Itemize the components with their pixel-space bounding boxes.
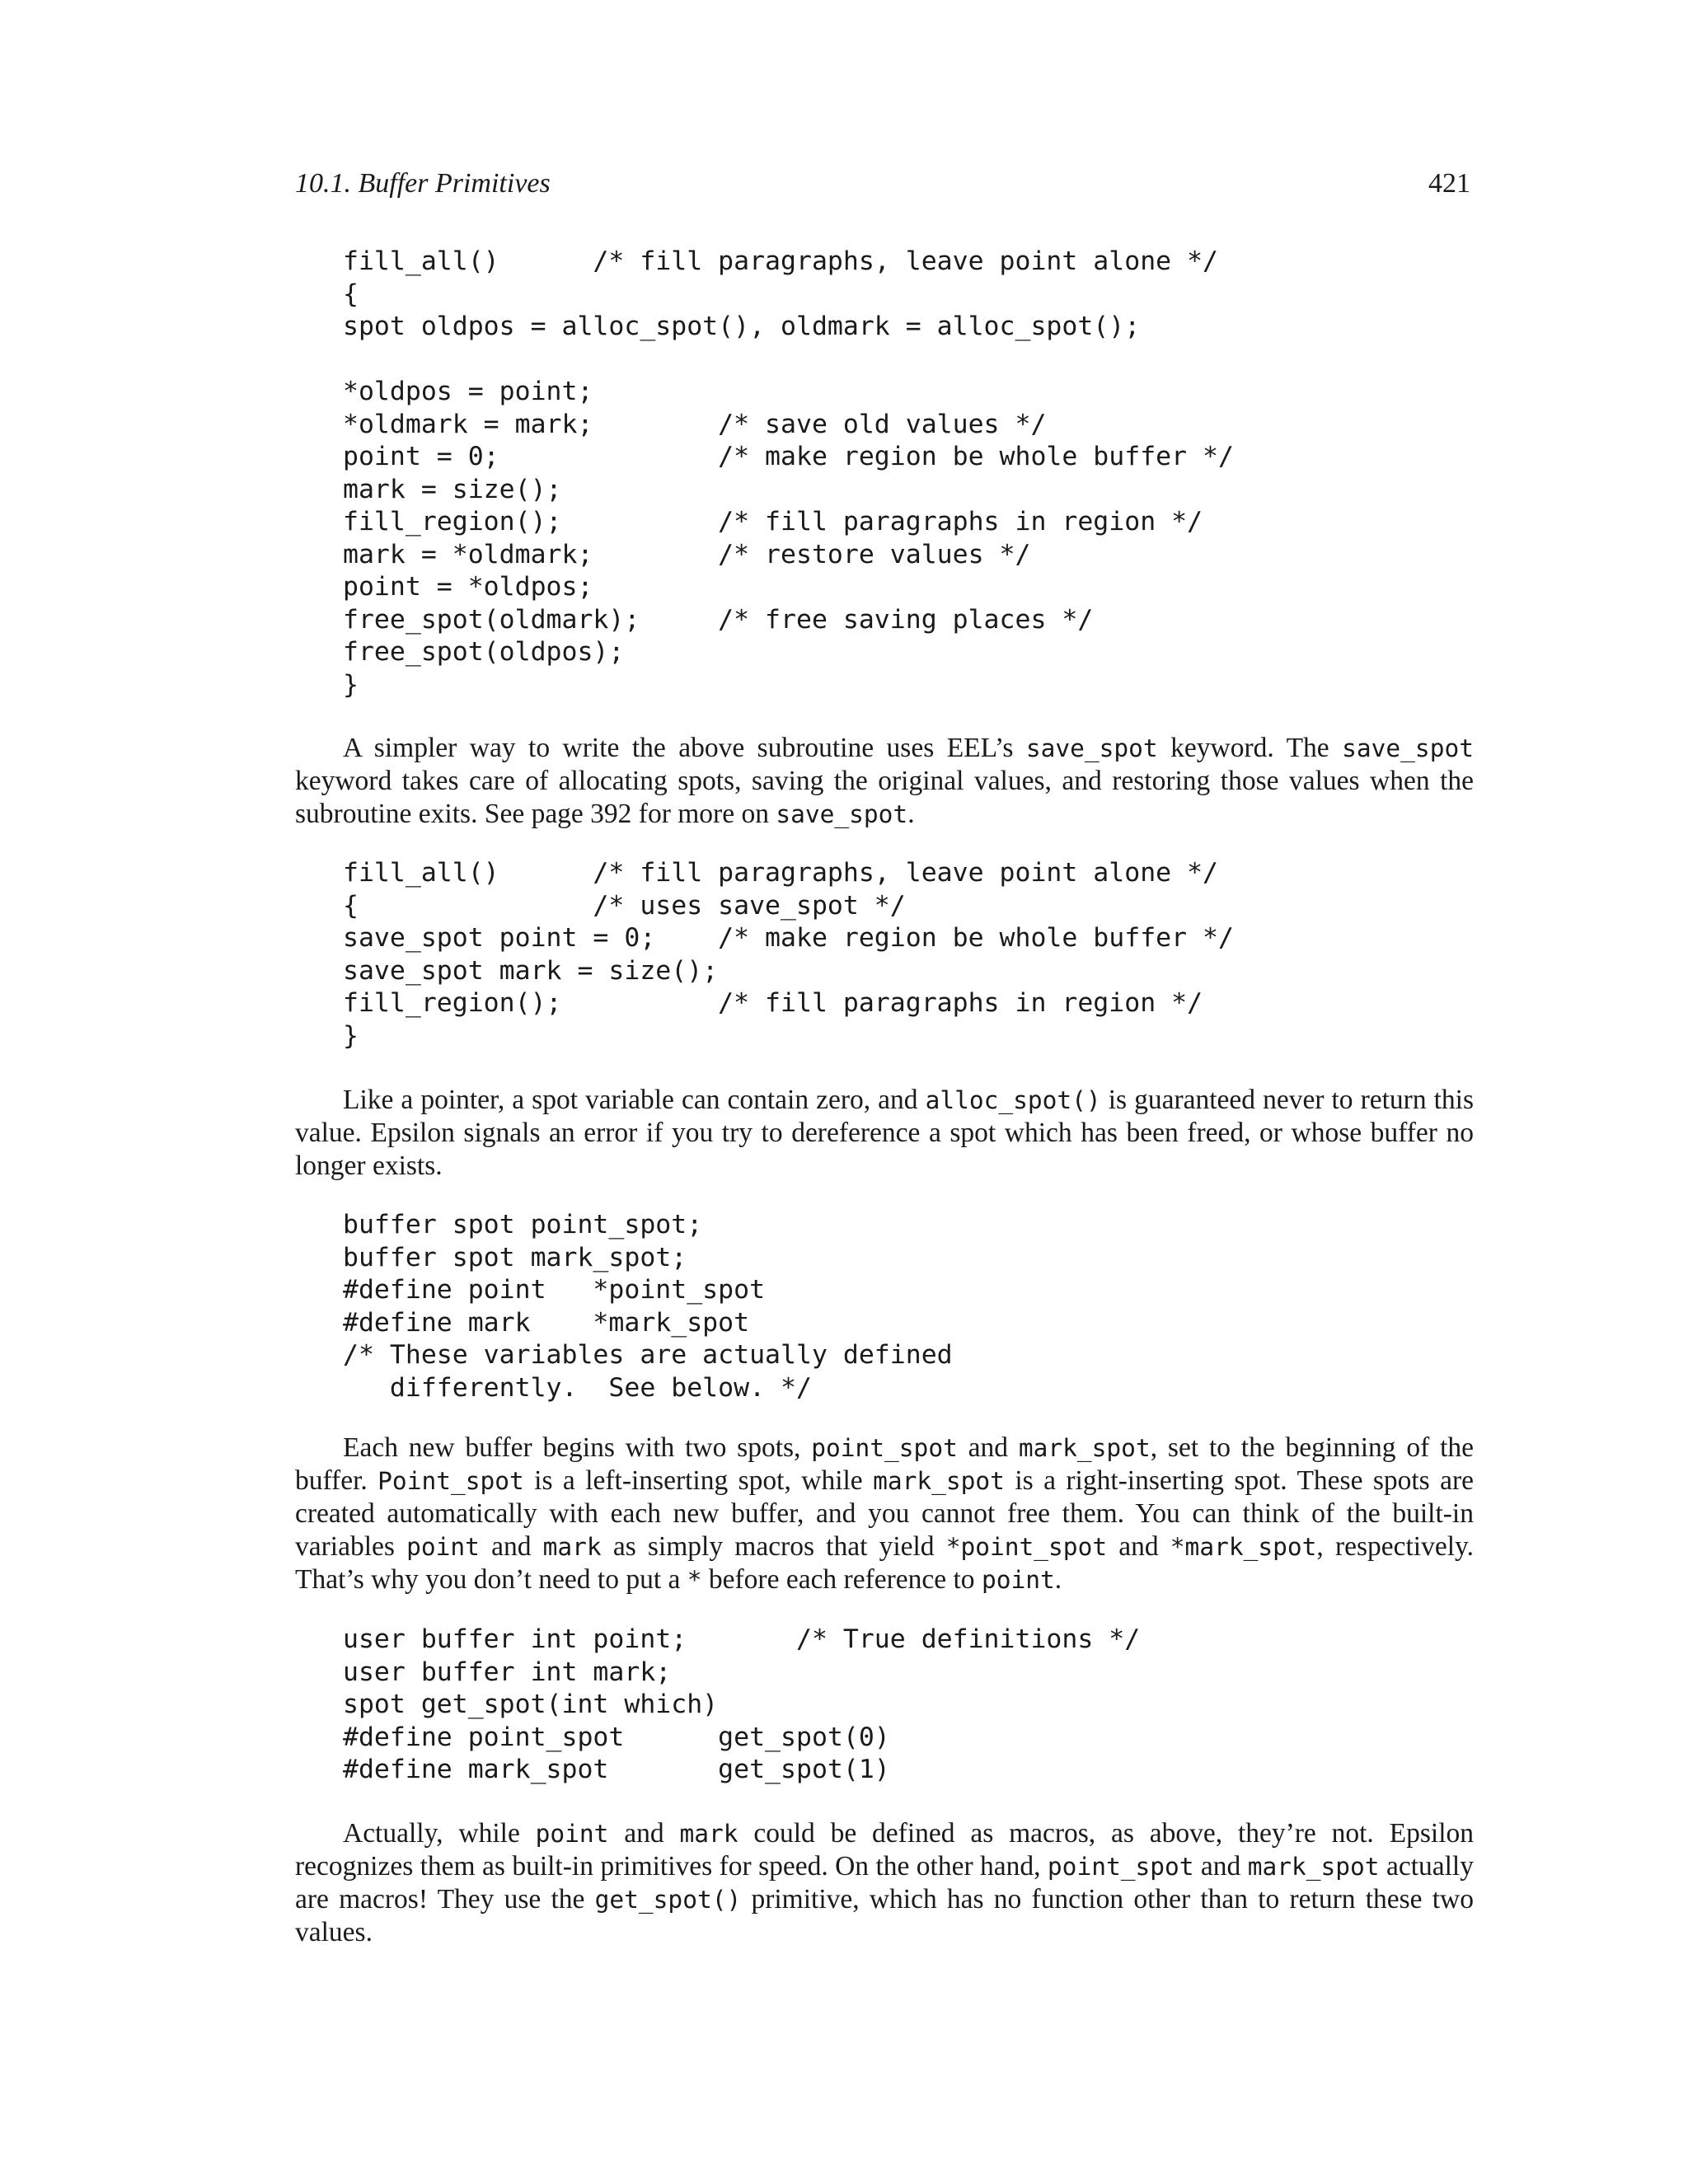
inline-code: Point_spot (377, 1467, 524, 1495)
paragraph-text: is a left-inserting spot, while (523, 1465, 874, 1496)
paragraph-point-mark-spots (295, 1432, 1474, 1596)
paragraph-text: and (1107, 1531, 1170, 1562)
code-block-fill-all-save-spot: fill_all() /* fill paragraphs, leave point alone */ { /* uses save_spot */ save_spot point = 0; /* make region be whole buffer */ save_spot mark = size(); fill_region(); /* fill paragraphs in region */ } (343, 858, 1234, 1051)
code-block-buffer-spots: buffer spot point_spot; buffer spot mark_spot; #define point *point_spot #define mark *mark_spot /* These variables are actually defined differently. See below. */ (343, 1210, 953, 1403)
inline-code: mark (542, 1533, 602, 1561)
paragraph-text: and (1193, 1851, 1248, 1882)
paragraph-text: is guaranteed never to return this value. Epsilon signals an error if you try to dereference a spot which has been freed, or whose buffer no longer exists. (295, 1085, 1475, 1181)
paragraph-text: , respectively. That’s why you don’t need to put a (295, 1531, 1474, 1595)
paragraph-text: and (957, 1432, 1019, 1463)
inline-code: *mark_spot (1170, 1533, 1317, 1561)
page-number: 421 (1428, 168, 1470, 199)
inline-code: save_spot (1342, 734, 1474, 762)
inline-code: mark_spot (873, 1467, 1005, 1495)
paragraph-text: . (907, 799, 915, 829)
paragraph-text: . (1054, 1564, 1062, 1595)
paragraph-text: Like a pointer, a spot variable can contain zero, and (343, 1085, 926, 1115)
paragraph-text: and (608, 1818, 680, 1849)
inline-code: save_spot (776, 800, 908, 828)
inline-code: save_spot (1025, 734, 1158, 762)
inline-code: point_spot (811, 1434, 958, 1462)
inline-code: mark_spot (1247, 1853, 1380, 1881)
paragraph-text: primitive, which has no function other than to return these two values. (295, 1884, 1474, 1947)
inline-code: point_spot (1047, 1853, 1194, 1881)
paragraph-text: could be defined as macros, as above, they’re not. Epsilon recognizes them as built-in primitives for speed. On the other hand, (295, 1818, 1474, 1882)
inline-code: point (981, 1566, 1055, 1594)
code-block-fill-all: fill_all() /* fill paragraphs, leave point alone */ { spot oldpos = alloc_spot(), oldmark = alloc_spot(); *oldpos = point; *oldmark = mark; /* save old values */ point = 0; /* make region be whole buffer */ mark = size(); fill_region(); /* fill paragraphs in region */ mark = *oldmark; /* restore values */ point = *oldpos; free_spot(oldmark); /* free saving places */ free_spot(oldpos); } (343, 246, 1234, 700)
section-title: 10.1. Buffer Primitives (295, 168, 551, 199)
paragraph-save-spot (295, 732, 1474, 831)
paragraph-spot-zero (295, 1084, 1474, 1183)
paragraph-text: before each reference to (701, 1564, 982, 1595)
paragraph-text: keyword takes care of allocating spots, saving the original values, and restoring those values when the subroutine exits. See page 392 for more on (295, 766, 1474, 829)
inline-code: mark_spot (1018, 1434, 1151, 1462)
paragraph-builtin-primitives (295, 1817, 1474, 1949)
inline-code: * (687, 1566, 702, 1594)
paragraph-text: as simply macros that yield (601, 1531, 946, 1562)
inline-code: *point_spot (945, 1533, 1108, 1561)
inline-code: point (406, 1533, 480, 1561)
paragraph-text: A simpler way to write the above subroutine uses EEL’s (343, 733, 1026, 763)
inline-code: get_spot() (594, 1886, 742, 1914)
paragraph-text: Actually, while (343, 1818, 536, 1849)
paragraph-text: Each new buffer begins with two spots, (343, 1432, 812, 1463)
code-block-true-definitions: user buffer int point; /* True definitions */ user buffer int mark; spot get_spot(int which) #define point_spot get_spot(0) #define mark_spot get_spot(1) (343, 1624, 1141, 1784)
paragraph-text: is a right-inserting spot. These spots are created automatically with each new buffer, and you cannot free them. You can think of the built-in variables (295, 1465, 1475, 1562)
inline-code: alloc_spot() (925, 1086, 1101, 1114)
running-header (295, 168, 1470, 211)
paragraph-text: keyword. The (1157, 733, 1343, 763)
paragraph-text: actually are macros! They use the (295, 1851, 1474, 1915)
inline-code: mark (679, 1820, 738, 1848)
inline-code: point (535, 1820, 609, 1848)
paragraph-text: , set to the beginning of the buffer. (295, 1432, 1475, 1496)
paragraph-text: and (479, 1531, 543, 1562)
